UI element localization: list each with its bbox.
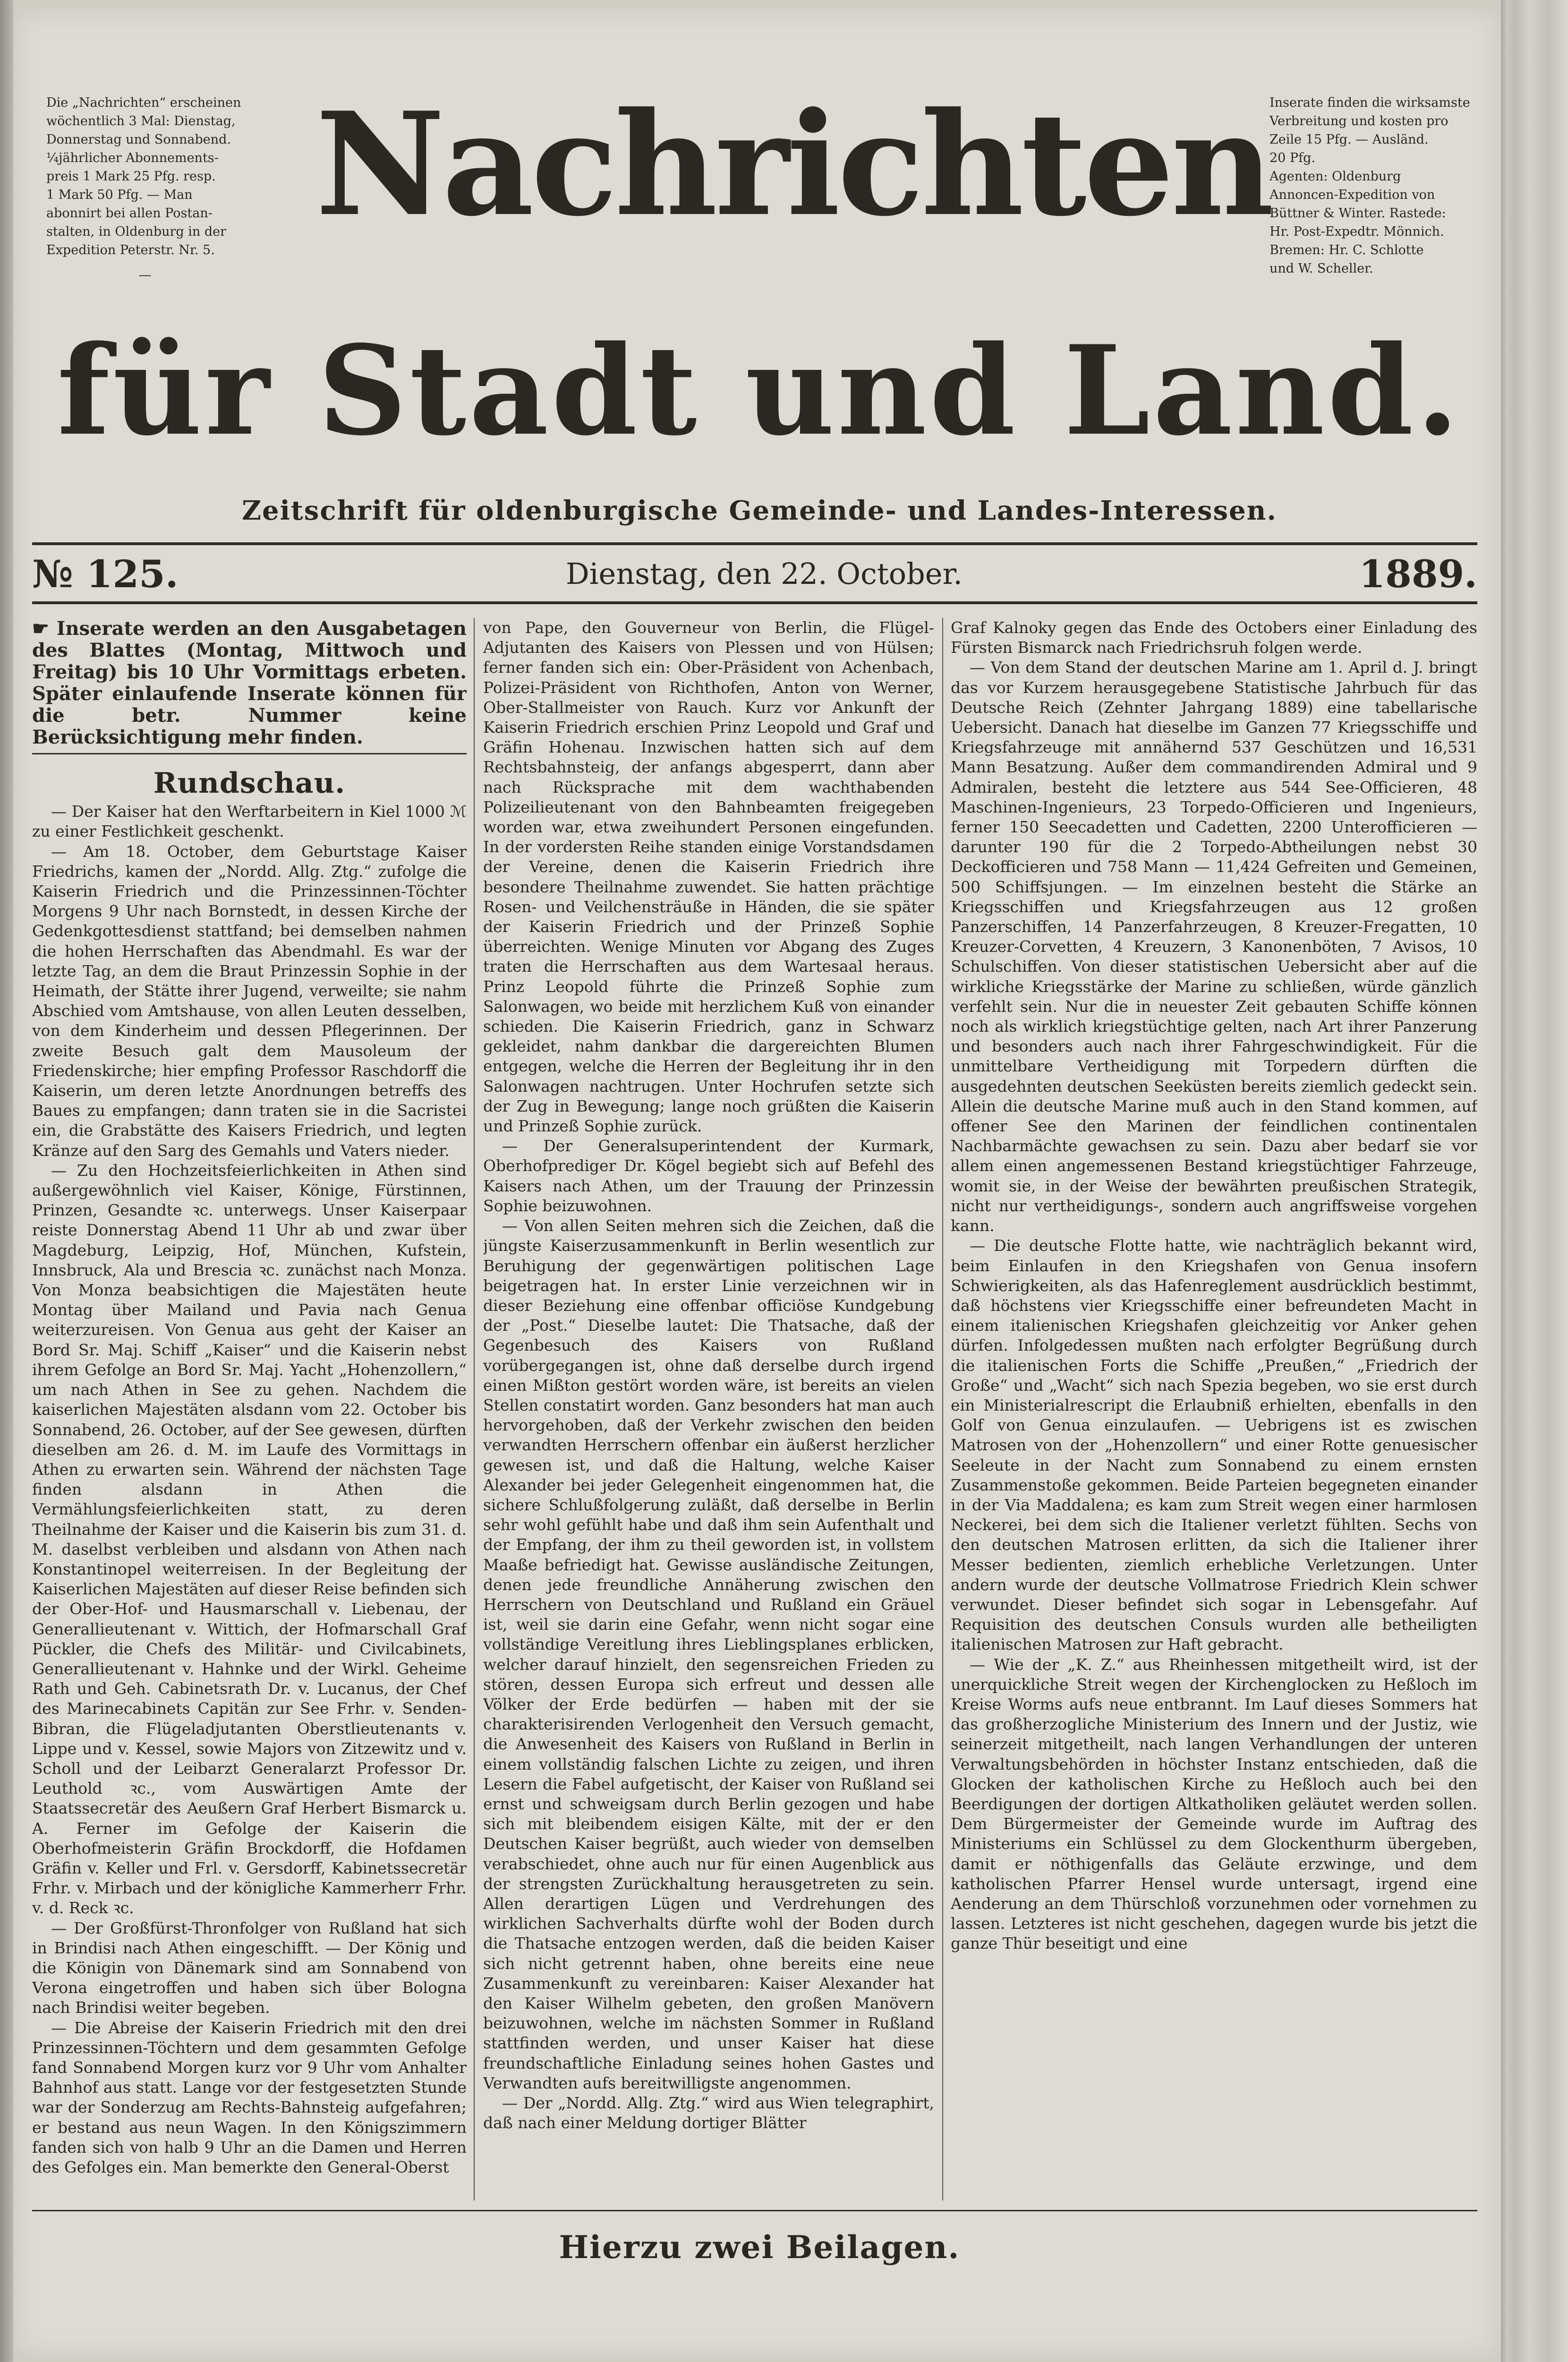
article-paragraph: — Die deutsche Flotte hatte, wie nachträglich bekannt wird, beim Einlaufen in den Kriegshafen von Genua insofern Schwierigkeiten, als das Hafenreglement ausdrücklich bestimmt, daß höchstens vier Kriegsschiffe einer befreundeten Macht in einem italienischen Kriegshafen gleichzeitig vor Anker gehen dürfen. Infolgedessen mußten nach erfolgter Begrüßung durch die italienischen Forts die Schiffe „Preußen,“ „Friedrich der Große“ und „Wacht“ sich nach Spezia begeben, wo sie erst durch ein Ministerialrescript die Erlaubniß erhielten, ebenfalls in den Golf von Genua einzulaufen. — Uebrigens ist es zwischen Matrosen von der „Hohenzollern“ und einer Rotte genuesischer Seeleute in der Nacht zum Sonnabend zu einem ernsten Zusammenstoße gekommen. Beide Parteien begegneten einander in der Via Maddalena; es kam zum Streit wegen einer harmlosen Neckerei, bei dem sich die Italiener verletzt fühlten. Sechs von den deutschen Matrosen erlitten, da sich die Italiener ihrer Messer bedienten, ziemlich erhebliche Verletzungen. Unter andern wurde der deutsche Vollmatrose Friedrich Klein schwer verwundet. Dieser befindet sich sogar in Lebensgefahr. Auf Requisition des deutschen Consuls wurden alle betheiligten italienischen Matrosen zur Haft gebracht.: [951, 1236, 1477, 1654]
advertising-notice-line: Verbreitung und kosten pro: [1270, 114, 1449, 128]
article-paragraph: — Von allen Seiten mehren sich die Zeichen, daß die jüngste Kaiserzusammenkunft in Berlin wesentlich zur Beruhigung der gegenwärtigen politischen Lage beigetragen hat. In erster Linie verzeichnen wir in dieser Beziehung eine offenbar officiöse Kundgebung der „Post.“ Dieselbe lautet: Die Thatsache, daß der Gegenbesuch des Kaisers von Rußland vorübergegangen ist, ohne daß derselbe durch irgend einen Mißton gestört worden wäre, ist bereits an vielen Stellen constatirt worden. Ganz besonders hat man auch hervorgehoben, daß der Verkehr zwischen den beiden verwandten Herrschern offenbar ein äußerst herzlicher gewesen ist, und daß die Haltung, welche Kaiser Alexander bei jeder Gelegenheit eingenommen hat, die sichere Schlußfolgerung zuläßt, daß derselbe in Berlin sehr wohl gefühlt habe und daß ihm sein Aufenthalt und der Empfang, der ihm zu theil geworden ist, in vollstem Maaße befriedigt hat. Gewisse ausländische Zeitungen, denen jede freundliche Annäherung zwischen den Herrschern von Deutschland und Rußland ein Gräuel ist, weil sie darin eine Gefahr, wenn nicht sogar eine vollständige Vereitlung ihres Lieblingsplanes erblicken, welcher darauf hinzielt, den segensreichen Frieden zu stören, dessen Europa sich erfreut und dessen alle Völker der Erde bedürfen — haben mit der sie charakterisirenden Verlogenheit den Versuch gemacht, die Anwesenheit des Kaisers von Rußland in Berlin in einem vollständig falschen Lichte zu zeigen, und ihren Lesern die Fabel aufgetischt, der Kaiser von Rußland sei ernst und schweigsam durch Berlin gezogen und habe sich mit bleibendem eisigen Kälte, mit der er den Deutschen Kaiser begrüßt, auch wieder von demselben verabschiedet, ohne auch nur für einen Augenblick aus der strengsten Zurückhaltung herausgetreten zu sein. Allen derartigen Lügen und Verdrehungen des wirklichen Sachverhalts dürfte wohl der Boden durch die Thatsache entzogen werden, daß die beiden Kaiser sich nicht getrennt haben, ohne bereits eine neue Zusammenkunft zu vereinbaren: Kaiser Alexander hat den Kaiser Wilhelm gebeten, den großen Manövern beizuwohnen, welche im nächsten Sommer in Rußland stattfinden werden, und unser Kaiser hat diese freundschaftliche Einladung seines hohen Gastes und Verwandten aufs bereitwilligste angenommen.: [483, 1216, 934, 2092]
column-3: [951, 618, 1477, 2200]
advertising-notice-line: Büttner & Winter. Rastede:: [1270, 206, 1446, 221]
article-paragraph: — Am 18. October, dem Geburtstage Kaiser Friedrichs, kamen der „Nordd. Allg. Ztg.“ zufolge die Kaiserin Friedrich und die Prinzessinnen-Töchter Morgens 9 Uhr nach Bornstedt, in dessen Kirche der Gedenkgottesdienst stattfand; bei demselben nahmen die hohen Herrschaften das Abendmahl. Es war der letzte Tag, an dem die Braut Prinzessin Sophie in der Heimath, der Stätte ihrer Jugend, verweilte; sie nahm Abschied vom Amtshause, von allen Leuten desselben, von dem Kinderheim und dessen Pflegerinnen. Der zweite Besuch galt dem Mausoleum der Friedenskirche; hier empfing Professor Raschdorff die Kaiserin, um deren letzte Anordnungen betreffs des Baues zu empfangen; dann traten sie in die Sacristei ein, die Grabstätte des Kaisers Friedrich, und legten Kränze auf den Sarg des Gemahls und Vaters nieder.: [32, 842, 467, 1160]
article-paragraph: — Der Generalsuperintendent der Kurmark, Oberhofprediger Dr. Kögel begiebt sich auf Befehl des Kaisers nach Athen, um der Trauung der Prinzessin Sophie beizuwohnen.: [483, 1137, 934, 1215]
subscription-notice-line: preis 1 Mark 25 Pfg. resp.: [46, 169, 216, 184]
article-paragraph: — Die Abreise der Kaiserin Friedrich mit den drei Prinzessinnen-Töchtern und dem gesammten Gefolge fand Sonnabend Morgen kurz vor 9 Uhr vom Anhalter Bahnhof aus statt. Lange vor der festgesetzten Stunde war der Sonderzug am Rechts-Bahnsteig aufgefahren; er bestand aus neun Wagen. In den Königszimmern fanden sich von halb 9 Uhr an die Damen und Herren des Gefolges ein. Man bemerkte den General-Oberst: [32, 2018, 467, 2177]
notice-dash: —: [138, 268, 153, 282]
subscription-notice-line: ¼jährlicher Abonnements-: [46, 151, 219, 165]
advertising-notice-line: Zeile 15 Pfg. — Ausländ.: [1270, 132, 1429, 147]
advertising-notice-line: 20 Pfg.: [1270, 151, 1315, 165]
column-1: [32, 618, 467, 2200]
article-paragraph: — Wie der „K. Z.“ aus Rheinhessen mitgetheilt wird, ist der unerquickliche Streit wegen der Kirchenglocken zu Heßloch im Kreise Worms aufs neue entbrannt. Im Lauf dieses Sommers hat das großherzogliche Ministerium des Innern und der Justiz, wie seinerzeit mitgetheilt, nach langen Verhandlungen der unteren Verwaltungsbehörden in höchster Instanz entschieden, daß die Glocken der katholischen Kirche zu Heßloch auch bei den Beerdigungen der dortigen Altkatholiken geläutet werden sollen. Dem Bürgermeister der Gemeinde wurde im Auftrag des Ministeriums ein Schlüssel zu dem Glockenthurm übergeben, damit er nöthigenfalls das Geläute erzwinge, und dem katholischen Pfarrer Hensel wurde untersagt, irgend eine Aenderung an dem Thürschloß vorzunehmen oder vornehmen zu lassen. Letzteres ist nicht geschehen, dagegen wurde bis jetzt die ganze Thür beseitigt und eine: [951, 1655, 1477, 1953]
advertising-notice-line: Annoncen-Expedition von: [1270, 188, 1435, 202]
advertising-notice-line: Agenten: Oldenburg: [1270, 169, 1401, 184]
book-spine: [0, 0, 13, 2362]
article-paragraph: — Der Großfürst-Thronfolger von Rußland hat sich in Brindisi nach Athen eingeschifft. — Der König und die Königin von Dänemark sind am Sonnabend von Verona eingetroffen und haben sich über Bologna nach Brindisi weiter begeben.: [32, 1918, 467, 2017]
article-paragraph: — Der Kaiser hat den Werftarbeitern in Kiel 1000 ℳ zu einer Festlichkeit geschenkt.: [32, 802, 467, 841]
masthead-subtitle-line: für Stadt und Land.: [57, 319, 1462, 463]
masthead-tagline: Zeitschrift für oldenburgische Gemeinde- und Landes-Interessen.: [242, 495, 1277, 526]
header-rule-top: [32, 542, 1477, 545]
article-paragraph: Graf Kalnoky gegen das Ende des Octobers einer Einladung des Fürsten Bismarck nach Friedrichsruh folgen werde.: [951, 618, 1477, 657]
advertising-notice-line: und W. Scheller.: [1270, 261, 1373, 276]
header-rule-bottom: [32, 601, 1477, 604]
issue-year: 1889.: [1359, 552, 1477, 596]
subscription-notice-line: Donnerstag und Sonnabend.: [46, 132, 231, 147]
page-edge: [1501, 0, 1568, 2362]
article-paragraph: von Pape, den Gouverneur von Berlin, die Flügel-Adjutanten des Kaisers von Plessen und von Hülsen; ferner fanden sich ein: Ober-Präsident von Achenbach, Polizei-Präsident von Richthofen, Anton von Werner, Ober-Stallmeister von Rauch. Kurz vor Ankunft der Kaiserin Friedrich erschien Prinz Leopold und Graf und Gräfin Hohenau. Inzwischen hatten sich auf dem Rechtsbahnsteig, der anfangs abgesperrt, dann aber nach Rücksprache mit dem wachthabenden Polizeilieutenant von den Bahnbeamten freigegeben worden war, etwa zweihundert Personen eingefunden. In der vordersten Reihe standen einige Vorstandsdamen der Vereine, denen die Kaiserin Friedrich ihre besondere Theilnahme zuwendet. Sie hatten prächtige Rosen- und Veilchensträuße in Händen, die sie später der Kaiserin Friedrich und der Prinzeß Sophie überreichten. Wenige Minuten vor Abgang des Zuges traten die Herrschaften aus dem Wartesaal heraus. Prinz Leopold führte die Prinzeß Sophie zum Salonwagen, wo beide mit herzlichem Kuß von einander schieden. Die Kaiserin Friedrich, ganz in Schwarz gekleidet, nahm dankbar die dargereichten Blumen entgegen, welche die Herren der Begleitung ihr in den Salonwagen nachtrugen. Unter Hochrufen setzte sich der Zug in Bewegung; lange noch grüßten die Kaiserin und Prinzeß Sophie zurück.: [483, 618, 934, 1136]
inserate-notice: [32, 618, 467, 754]
column-1-body: [32, 802, 467, 2177]
advertising-notice: [1270, 94, 1477, 278]
subscription-notice-line: wöchentlich 3 Mal: Dienstag,: [46, 114, 236, 128]
subscription-notice-line: Die „Nachrichten“ erscheinen: [46, 95, 241, 110]
subscription-notice-line: abonnirt bei allen Postan-: [46, 206, 213, 221]
article-paragraph: — Zu den Hochzeitsfeierlichkeiten in Athen sind außergewöhnlich viel Kaiser, Könige, Fürstinnen, Prinzen, Gesandte ꝛc. unterwegs. Unser Kaiserpaar reiste Donnerstag Abend 11 Uhr ab und zwar über Magdeburg, Leipzig, Hof, München, Kufstein, Innsbruck, Ala und Brescia ꝛc. zunächst nach Monza. Von Monza beabsichtigen die Majestäten heute Montag über Mailand und Pavia nach Genua weiterzureisen. Von Genua aus geht der Kaiser an Bord Sr. Maj. Schiff „Kaiser“ und die Kaiserin nebst ihrem Gefolge an Bord Sr. Maj. Yacht „Hohenzollern,“ um nach Athen in See zu gehen. Nachdem die kaiserlichen Majestäten alsdann vom 22. October bis Sonnabend, 26. October, auf der See gewesen, dürften dieselben am 26. d. M. im Laufe des Vormittags in Athen zu erwarten sein. Während der nächsten Tage finden alsdann in Athen die Vermählungsfeierlichkeiten statt, zu deren Theilnahme der Kaiser und die Kaiserin bis zum 31. d. M. daselbst verbleiben und alsdann von Athen nach Konstantinopel weiterreisen. In der Begleitung der Kaiserlichen Majestäten auf dieser Reise befinden sich der Ober-Hof- und Hausmarschall v. Liebenau, der Generallieutenant v. Wittich, der Hofmarschall Graf Pückler, die Chefs des Militär- und Civilcabinets, Generallieutenant v. Hahnke und der Wirkl. Geheime Rath und Geh. Cabinetsrath Dr. v. Lucanus, der Chef des Marinecabinets Capitän zur See Frhr. v. Senden-Bibran, die Flügeladjutanten Oberstlieutenants v. Lippe und v. Kessel, sowie Majors von Zitzewitz und v. Scholl und der Leibarzt Generalarzt Professor Dr. Leuthold ꝛc., vom Auswärtigen Amte der Staatssecretär des Aeußern Graf Herbert Bismarck u. A. Ferner im Gefolge der Kaiserin die Oberhofmeisterin Gräfin Brockdorff, die Hofdamen Gräfin v. Keller und Frl. v. Gersdorff, Kabinetssecretär Frhr. v. Mirbach und der königliche Kammerherr Frhr. v. d. Reck ꝛc.: [32, 1161, 467, 1917]
advertising-notice-line: Bremen: Hr. C. Schlotte: [1270, 243, 1424, 257]
pointing-hand-icon: ☛: [32, 618, 49, 640]
issue-number: № 125.: [32, 552, 179, 596]
advertising-notice-line: Inserate finden die wirksamste: [1270, 95, 1470, 110]
issue-date: Dienstag, den 22. October.: [566, 556, 963, 591]
subscription-notice-line: 1 Mark 50 Pfg. — Man: [46, 188, 193, 202]
column-3-body: [951, 618, 1477, 1954]
advertising-notice-line: Hr. Post-Expedtr. Mönnich.: [1270, 224, 1444, 239]
newspaper-page: [13, 9, 1501, 2359]
column-divider-1: [474, 618, 475, 2200]
supplement-note: Hierzu zwei Beilagen.: [559, 2229, 960, 2266]
article-paragraph: — Von dem Stand der deutschen Marine am 1. April d. J. bringt das vor Kurzem herausgegebene Statistische Jahrbuch für das Deutsche Reich (Zehnter Jahrgang 1889) eine tabellarische Uebersicht. Danach hat dieselbe im Ganzen 77 Kriegsschiffe und Kriegsfahrzeuge mit annähernd 537 Geschützen und 16,531 Mann Besatzung. Außer dem commandirenden Admiral und 9 Admiralen, besteht die letztere aus 544 See-Officieren, 48 Maschinen-Ingenieurs, 23 Torpedo-Officieren und Ingenieurs, ferner 150 Seecadetten und Cadetten, 2200 Unterofficieren — darunter 190 für die 2 Torpedo-Abtheilungen nebst 30 Deckofficieren und 758 Mann — 11,424 Gefreiten und Gemeinen, 500 Schiffsjungen. — Im einzelnen besteht die Stärke an Kriegsschiffen und Kriegsfahrzeugen aus 12 großen Panzerschiffen, 14 Panzerfahrzeugen, 8 Kreuzer-Fregatten, 10 Kreuzer-Corvetten, 4 Kreuzern, 3 Kanonenböten, 7 Avisos, 10 Schulschiffen. Von dieser statistischen Uebersicht aber auf die wirkliche Kriegsstärke der Marine zu schließen, würde gänzlich verfehlt sein. Nur die in neuester Zeit gebauten Schiffe können noch als wirklich kriegstüchtige gelten, nach Art ihrer Panzerung und besonders auch nach ihrer Fahrgeschwindigkeit. Für die unmittelbare Vertheidigung mit Torpedern dürften die ausgedehnten deutschen Seeküsten bereits ziemlich gedeckt sein. Allein die deutsche Marine muß auch in den Stand kommen, auf offener See den Marinen der feindlichen continentalen Nachbarmächte gewachsen zu sein. Dazu aber bedarf sie vor allem einen angemessenen Bestand kriegstüchtiger Fahrzeuge, womit sie, in der Weise der bewährten preußischen Strategik, nicht nur vertheidigungs-, sondern auch angriffsweise vorgehen kann.: [951, 658, 1477, 1235]
article-paragraph: — Der „Nordd. Allg. Ztg.“ wird aus Wien telegraphirt, daß nach einer Meldung dortiger Blätter: [483, 2094, 934, 2132]
column-2-body: [483, 618, 934, 2133]
subscription-notice-line: Expedition Peterstr. Nr. 5.: [46, 243, 215, 257]
column-divider-2: [942, 618, 943, 2200]
masthead-title: Nachrichten: [315, 81, 1271, 248]
section-heading-rundschau: Rundschau.: [153, 767, 346, 800]
subscription-notice-line: stalten, in Oldenburg in der: [46, 224, 227, 239]
column-2: [483, 618, 934, 2200]
inserate-notice-text: Inserate werden an den Ausgabetagen des Blattes (Montag, Mittwoch und Freitag) bis 10 Uhr Vormittags erbeten. Später einlaufende Inserate können für die betr. Nummer keine Berücksichtigung mehr finden.: [32, 618, 467, 748]
footer-rule: [32, 2210, 1477, 2211]
subscription-notice: [46, 94, 245, 284]
